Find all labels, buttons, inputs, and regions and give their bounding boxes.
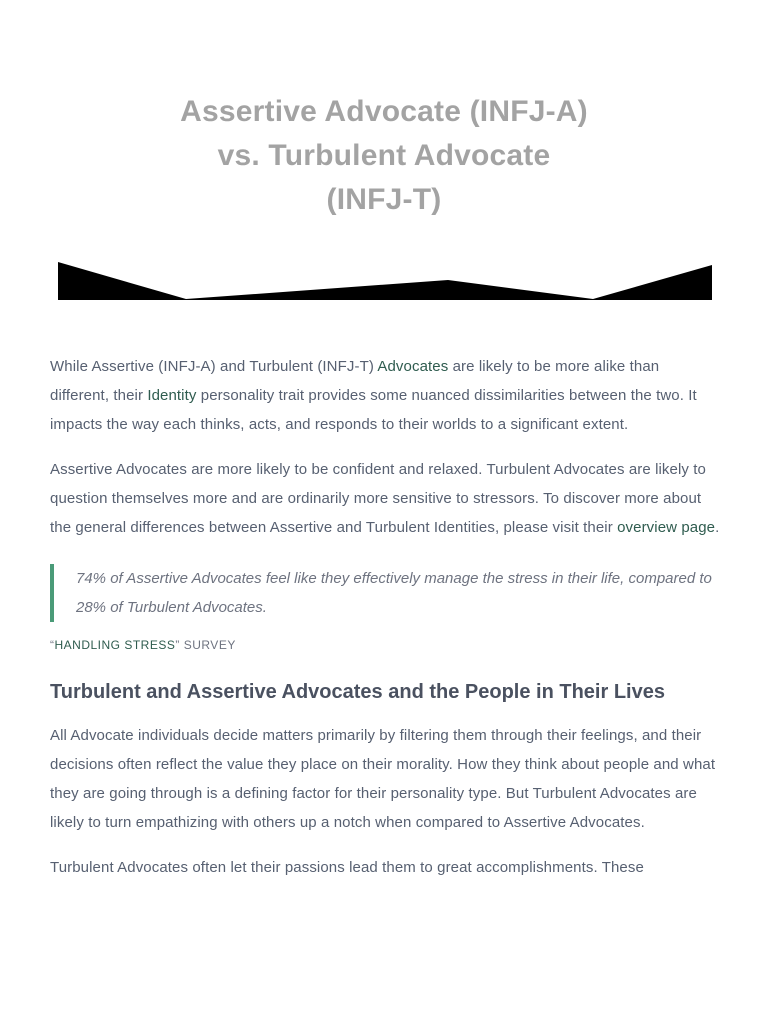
quote-source: “HANDLING STRESS” SURVEY xyxy=(50,638,236,652)
intro-paragraph-1: While Assertive (INFJ-A) and Turbulent (INFJ-T) Advocates are likely to be more alike than different, their Identity personality trait provides some nuanced dissimilarities between the two. It impacts the way each thinks, acts, and responds to their worlds to a significant extent. xyxy=(50,358,697,433)
section-paragraph-1: All Advocate individuals decide matters primarily by filtering them through their feelings, and their decisions often reflect the value they place on their morality. How they think about people and what they are going through is a defining factor for their personality type. But Turbulent Advocates are likely to turn empathizing with others up a notch when compared to Assertive Advocates. xyxy=(50,727,716,831)
article-content xyxy=(50,352,722,898)
identity-link[interactable]: Identity xyxy=(147,387,197,404)
title-line-3: (INFJ-T) xyxy=(326,183,442,216)
survey-quote xyxy=(50,564,722,622)
section-paragraph-2: Turbulent Advocates often let their passions lead them to great accomplishments. These xyxy=(50,859,644,876)
quote-text: 74% of Assertive Advocates feel like they effectively manage the stress in their life, compared to 28% of Turbulent Advocates. xyxy=(76,570,712,616)
mountain-divider xyxy=(58,262,712,302)
divider-shape xyxy=(58,262,712,300)
title-line-2: vs. Turbulent Advocate xyxy=(217,139,551,172)
intro-paragraph-2: Assertive Advocates are more likely to be confident and relaxed. Turbulent Advocates are likely to question themselves more and are ordinarily more sensitive to stressors. To discover more about the general differences between Assertive and Turbulent Identities, please visit their overview page. xyxy=(50,461,720,536)
overview-page-link[interactable]: overview page xyxy=(617,519,716,536)
title-line-1: Assertive Advocate (INFJ-A) xyxy=(180,95,588,128)
section-heading: Turbulent and Assertive Advocates and the People in Their Lives xyxy=(50,681,665,703)
handling-stress-survey-link[interactable]: HANDLING STRESS xyxy=(54,638,176,652)
page-title xyxy=(84,90,684,222)
advocates-link[interactable]: Advocates xyxy=(377,358,449,375)
